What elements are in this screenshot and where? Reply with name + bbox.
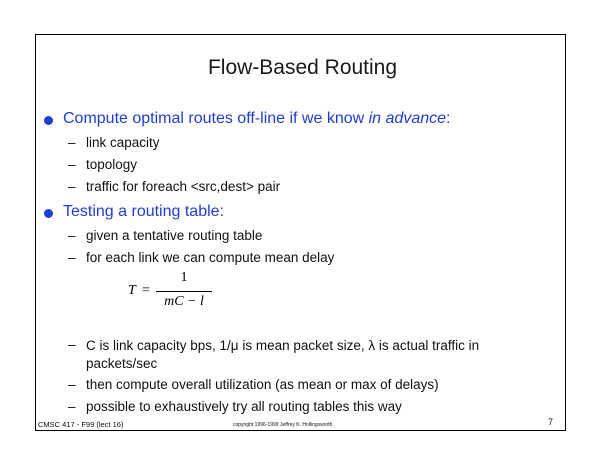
bullet-dot	[44, 209, 53, 218]
bullet-text: Testing a routing table:	[63, 203, 224, 220]
dash-marker: –	[68, 157, 76, 172]
formula-numerator: 1	[180, 270, 188, 285]
formula-denominator: mC − l	[164, 294, 204, 309]
mean-delay-formula	[128, 270, 228, 314]
dash-marker: –	[68, 228, 76, 243]
emphasis-in-advance: in advance	[368, 110, 447, 127]
dash-marker: –	[68, 399, 76, 414]
dash-marker: –	[68, 250, 76, 265]
page-number: 7	[548, 417, 554, 427]
dash-marker: –	[68, 135, 76, 150]
bullet-text: Compute optimal routes off-line if we know in advance:	[63, 110, 451, 127]
footer-course: CMSC 417 - F99 (lect 16)	[38, 420, 124, 429]
slide-title: Flow-Based Routing	[207, 56, 398, 79]
dash-marker: –	[68, 179, 76, 194]
formula-fraction-bar	[156, 291, 212, 292]
bullet-dot	[44, 116, 53, 125]
dash-marker: –	[68, 337, 76, 352]
formula-equals: =	[142, 283, 150, 298]
formula-lhs: T	[128, 283, 136, 298]
footer-copyright: copyright 1996-1999 Jeffrey K. Hollingsworth	[233, 422, 333, 428]
dash-marker: –	[68, 377, 76, 392]
